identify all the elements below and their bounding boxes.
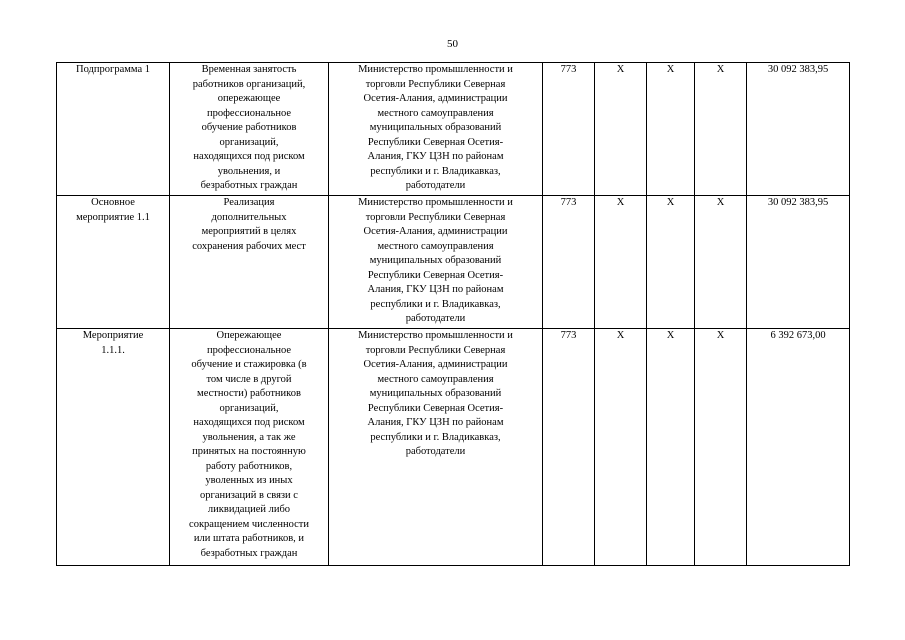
x-cell: X (595, 196, 647, 329)
x-cell: X (695, 196, 747, 329)
name-cell: Опережающее профессиональное обучение и стажировка (в том числе в другой местности) работников организаций, находящихся под риском увольнения, а так же принятых на постоянную работу работников, уволенных из иных организаций в связи с ликвидацией либо сокращением численности или штата работников, и безработных граждан (170, 329, 329, 566)
x-cell: X (595, 329, 647, 566)
status-cell: Подпрограмма 1 (57, 63, 170, 196)
executor-cell: Министерство промышленности и торговли Республики Северная Осетия-Алания, администрации местного самоуправления муниципальных образований Республики Северная Осетия- Алания, ГКУ ЦЗН по районам республики и г. Владикавказ, работодатели (329, 196, 543, 329)
name-cell: Временная занятость работников организаций, опережающее профессиональное обучение работников организаций, находящихся под риском увольнения, и безработных граждан (170, 63, 329, 196)
code-cell: 773 (543, 63, 595, 196)
executor-cell: Министерство промышленности и торговли Республики Северная Осетия-Алания, администрации местного самоуправления муниципальных образований Республики Северная Осетия- Алания, ГКУ ЦЗН по районам республики и г. Владикавказ, работодатели (329, 63, 543, 196)
page-number: 50 (447, 38, 458, 50)
code-cell: 773 (543, 329, 595, 566)
table-row (57, 63, 850, 196)
status-cell: Мероприятие 1.1.1. (57, 329, 170, 566)
x-cell: X (647, 63, 695, 196)
name-cell: Реализация дополнительных мероприятий в целях сохранения рабочих мест (170, 196, 329, 329)
program-table (56, 62, 850, 566)
amount-cell: 30 092 383,95 (747, 63, 850, 196)
amount-cell: 30 092 383,95 (747, 196, 850, 329)
table-row (57, 196, 850, 329)
executor-cell: Министерство промышленности и торговли Республики Северная Осетия-Алания, администрации местного самоуправления муниципальных образований Республики Северная Осетия- Алания, ГКУ ЦЗН по районам республики и г. Владикавказ, работодатели (329, 329, 543, 566)
status-cell: Основное мероприятие 1.1 (57, 196, 170, 329)
x-cell: X (695, 63, 747, 196)
x-cell: X (695, 329, 747, 566)
x-cell: X (647, 329, 695, 566)
x-cell: X (595, 63, 647, 196)
table-row (57, 329, 850, 566)
code-cell: 773 (543, 196, 595, 329)
amount-cell: 6 392 673,00 (747, 329, 850, 566)
x-cell: X (647, 196, 695, 329)
